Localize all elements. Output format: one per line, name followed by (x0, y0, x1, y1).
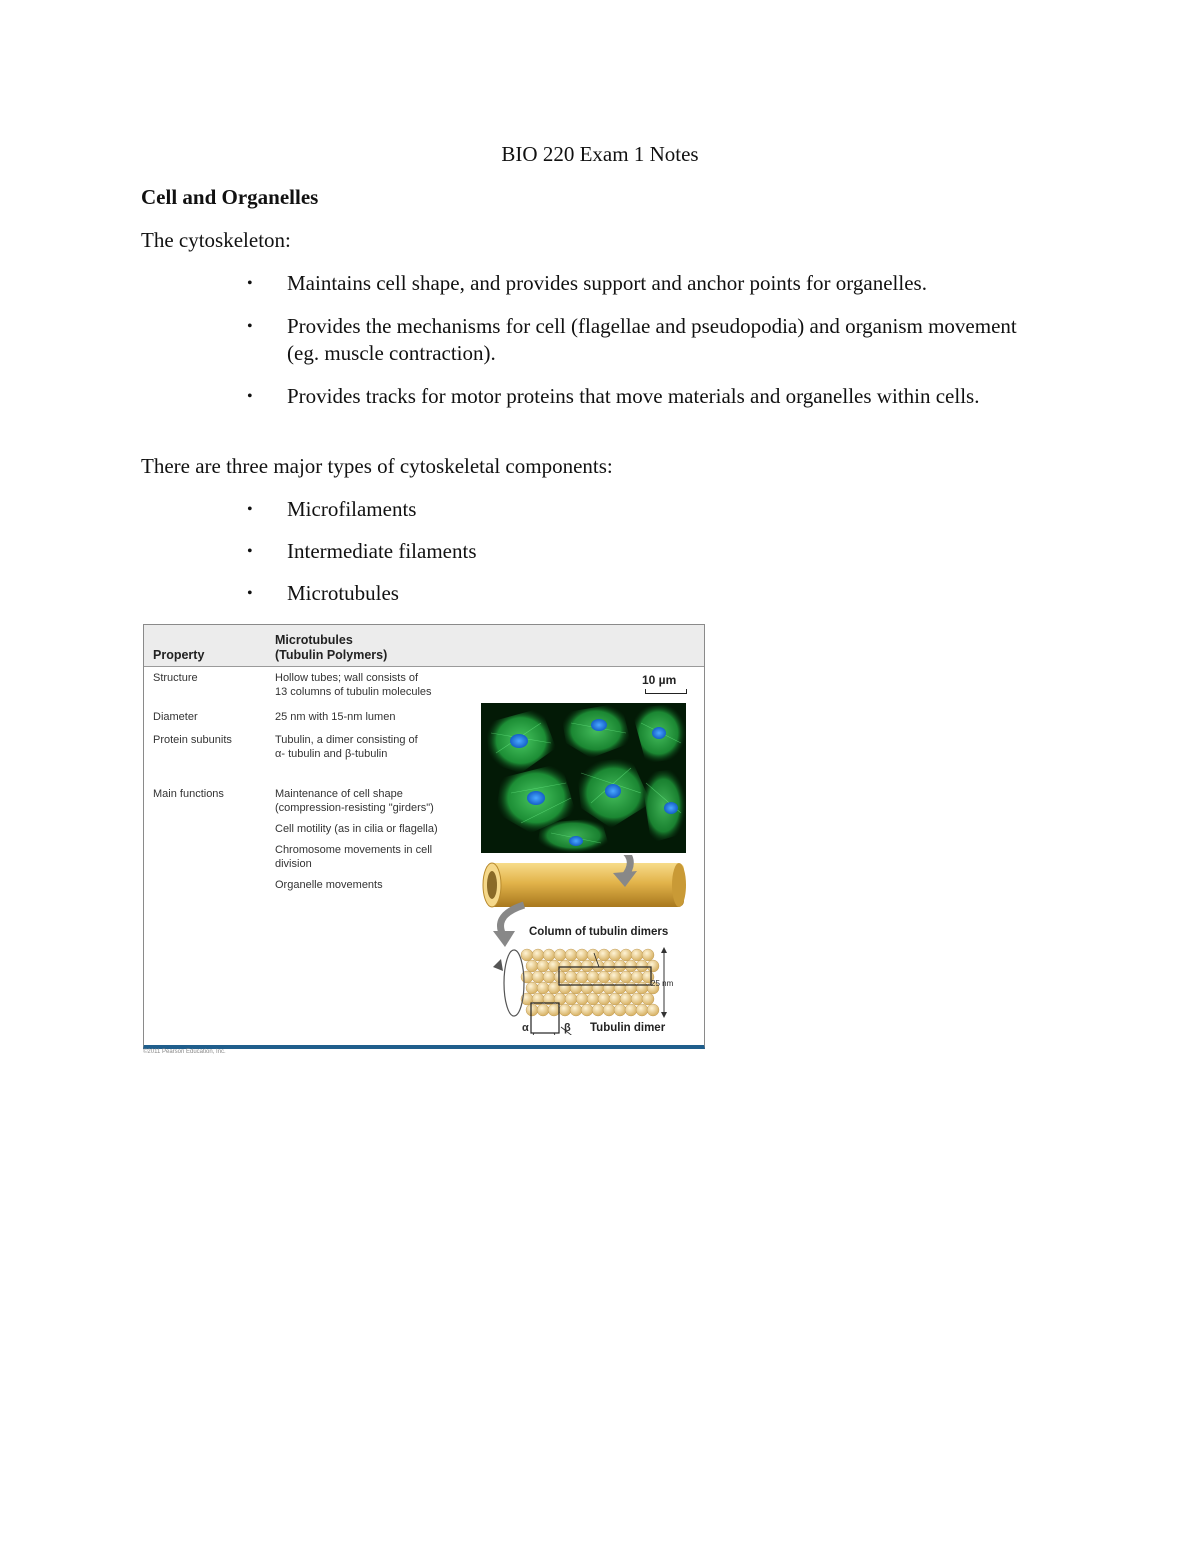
tubulin-bead (537, 982, 549, 994)
tubulin-bead (598, 971, 610, 983)
column-label: Column of tubulin dimers (529, 926, 669, 938)
scale-label: 10 µm (642, 673, 677, 687)
value-line: Tubulin, a dimer consisting of (275, 734, 418, 746)
list-item-text: Microtubules (287, 581, 399, 605)
diameter-label: 25 nm (651, 979, 674, 988)
tubulin-bead (592, 1004, 604, 1016)
list-item (247, 270, 1037, 297)
tubulin-bead (642, 993, 654, 1005)
row-label-structure: Structure (153, 672, 198, 684)
tubulin-bead (625, 960, 637, 972)
microtubule-diagram (479, 855, 699, 1035)
value-line: (compression-resisting "girders") (275, 802, 434, 814)
tubulin-bead (565, 949, 577, 961)
types-intro: There are three major types of cytoskeletal components: (141, 454, 613, 478)
tubulin-bead (609, 971, 621, 983)
tubulin-lattice (521, 949, 659, 1016)
tubulin-bead (603, 1004, 615, 1016)
fluorescence-micrograph (481, 703, 686, 853)
tubulin-bead (631, 993, 643, 1005)
micrograph-image (481, 703, 686, 853)
tubulin-bead (587, 971, 599, 983)
types-list (247, 496, 1037, 607)
list-item-text: Maintains cell shape, and provides support and anchor points for organelles. (287, 271, 927, 295)
tubulin-bead (543, 949, 555, 961)
list-item-text: Intermediate filaments (287, 539, 477, 563)
tubulin-bead (559, 960, 571, 972)
bullet-icon: • (247, 388, 253, 405)
tubulin-bead (614, 1004, 626, 1016)
tubulin-bead (647, 1004, 659, 1016)
tubulin-bead (620, 971, 632, 983)
tubulin-bead (581, 960, 593, 972)
list-item-text: Microfilaments (287, 497, 417, 521)
tubulin-bead (603, 982, 615, 994)
row-label-main-functions: Main functions (153, 788, 224, 800)
column-header-subtitle: (Tubulin Polymers) (275, 648, 388, 662)
tubulin-bead (532, 971, 544, 983)
tubulin-bead (603, 960, 615, 972)
tubulin-bead (625, 1004, 637, 1016)
tubulin-bead (636, 960, 648, 972)
value-line: Hollow tubes; wall consists of (275, 672, 419, 684)
tube-body (489, 863, 684, 907)
tubulin-bead (642, 949, 654, 961)
tubulin-bead (537, 1004, 549, 1016)
row-label-diameter: Diameter (153, 711, 198, 723)
rotation-arrow-icon (504, 950, 524, 1016)
list-item (247, 580, 1037, 607)
tubulin-bead (636, 982, 648, 994)
value-line: 25 nm with 15-nm lumen (275, 711, 396, 723)
tubulin-bead (576, 949, 588, 961)
tubulin-bead (614, 960, 626, 972)
bullet-icon: • (247, 275, 253, 292)
tubulin-bead (620, 993, 632, 1005)
value-line: Cell motility (as in cilia or flagella) (275, 823, 438, 835)
tubulin-bead (565, 993, 577, 1005)
tubulin-bead (636, 1004, 648, 1016)
tubulin-bead (581, 982, 593, 994)
bullet-icon: • (247, 585, 253, 602)
tubulin-bead (598, 949, 610, 961)
beta-label: β (564, 1022, 571, 1034)
microtubule-figure (143, 624, 705, 1049)
tubulin-bead (598, 993, 610, 1005)
tubulin-bead (559, 1004, 571, 1016)
tubulin-bead (620, 949, 632, 961)
tubulin-bead (614, 982, 626, 994)
tubulin-bead (592, 982, 604, 994)
bullet-icon: • (247, 543, 253, 560)
tubulin-bead (526, 1004, 538, 1016)
tubulin-bead (565, 971, 577, 983)
tubulin-bead (631, 949, 643, 961)
tubulin-dimer-label: Tubulin dimer (590, 1022, 666, 1034)
value-line: Maintenance of cell shape (275, 788, 403, 800)
tubulin-bead (548, 1004, 560, 1016)
list-item (247, 496, 1037, 523)
value-line: division (275, 858, 312, 870)
tubulin-bead (609, 949, 621, 961)
tubulin-bead (543, 971, 555, 983)
bullet-icon: • (247, 318, 253, 335)
value-line: Organelle movements (275, 879, 383, 891)
bullet-icon: • (247, 501, 253, 518)
column-header-title: Microtubules (275, 633, 353, 647)
cytoskeleton-intro: The cytoskeleton: (141, 228, 291, 252)
tubulin-bead (570, 1004, 582, 1016)
tubulin-bead (532, 949, 544, 961)
value-line: α- tubulin and β-tubulin (275, 748, 388, 760)
value-line: Chromosome movements in cell (275, 844, 433, 856)
tubulin-bead (592, 960, 604, 972)
tubulin-bead (587, 949, 599, 961)
tubulin-bead (554, 949, 566, 961)
row-value-diameter (275, 710, 475, 724)
tubulin-bead (625, 982, 637, 994)
list-item (247, 538, 1037, 565)
tubulin-bead (576, 993, 588, 1005)
figure-credit: ©2011 Pearson Education, Inc. (143, 1049, 226, 1055)
tubulin-bead (609, 993, 621, 1005)
list-item-text: Provides tracks for motor proteins that move materials and organelles within cells. (287, 384, 980, 408)
tubulin-bead (587, 993, 599, 1005)
list-item-text: Provides the mechanisms for cell (flagellae and pseudopodia) and organism movement (eg. muscle contraction). (287, 314, 1017, 365)
value-line: 13 columns of tubulin molecules (275, 686, 432, 698)
tubulin-bead (647, 960, 659, 972)
tubulin-bead (548, 960, 560, 972)
tubulin-bead (521, 971, 533, 983)
tubulin-bead (570, 982, 582, 994)
section-heading: Cell and Organelles (141, 185, 319, 209)
tubulin-bead (521, 949, 533, 961)
alpha-label: α (522, 1022, 529, 1034)
tubulin-bead (581, 1004, 593, 1016)
function-list (247, 270, 1037, 426)
tubulin-bead (570, 960, 582, 972)
list-item (247, 383, 1037, 410)
tubulin-bead (631, 971, 643, 983)
row-value-structure (275, 671, 475, 699)
figure-header (144, 625, 704, 667)
list-item (247, 313, 1037, 367)
property-header: Property (153, 648, 205, 662)
tubulin-bead (526, 982, 538, 994)
tubulin-bead (548, 982, 560, 994)
tubulin-bead (559, 982, 571, 994)
tubulin-bead (526, 960, 538, 972)
row-label-protein-subunits: Protein subunits (153, 734, 232, 746)
row-value-main-functions (275, 787, 475, 892)
tubulin-bead (537, 960, 549, 972)
scale-bar (645, 689, 687, 694)
tubulin-bead (554, 971, 566, 983)
row-value-protein-subunits (275, 733, 475, 761)
tubulin-bead (576, 971, 588, 983)
page-title: BIO 220 Exam 1 Notes (501, 142, 699, 166)
